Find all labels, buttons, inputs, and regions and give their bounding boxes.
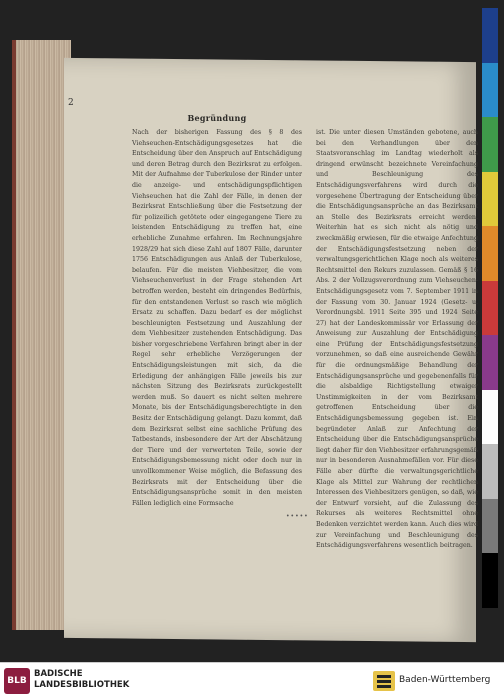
color-swatch: [482, 444, 498, 499]
blb-logo: BLB: [4, 668, 30, 694]
color-calibration-strip: [482, 8, 498, 608]
document-heading: Begründung: [187, 113, 247, 123]
institution-name: [34, 669, 129, 691]
book-edge: [12, 40, 71, 630]
color-swatch: [482, 553, 498, 608]
institution-line-2: LANDESBIBLIOTHEK: [34, 680, 130, 690]
right-column-text: ist. Die unter diesen Umständen gebotene, auch bei den Verhandlungen über den Staatsvoranschlag im Landtag wiederholt als dringend erwünscht bezeichnete Vereinfachung und Beschleunigung des Entschädigungsverfahrens wird durch die vorgesehene Übertragung der Entscheidung über die Entschädigungsansprüche an das Bezirksamt an Stelle des Bezirksrats erreicht werden. Weiterhin hat es sich nicht als nötig und zweckmäßig erwiesen, für die etwaige Anfechtung der Entschädigungsfestsetzung neben der verwaltungsgerichtlichen Klage noch als weiteres Rechtsmittel den Rekurs zuzulassen. Gemäß § 16 Abs. 2 der Vollzugsverordnung zum Viehseuchen-Entschädigungsgesetz vom 7. September 1911 in der Fassung vom 30. Januar 1924 (Gesetz- u. Verordnungsbl. 1911 Seite 395 und 1924 Seite 27) hat der Landeskommissär vor Erlassung der Anweisung zur Auszahlung der Entschädigung eine Prüfung der Entschädigungsfestsetzung vorzunehmen, so daß eine ausreichende Gewähr für die ordnungsmäßige Behandlung der Entschädigungsansprüche und gegebenenfalls für die alsbaldige Richtigstellung etwaiger Unstimmigkeiten in der vom Bezirksamt getroffenen Entscheidung über die Entschädigungsbemessung gegeben ist. Ein begründeter Anlaß zur Anfechtung der Entscheidung über die Entschädigungsansprüche liegt daher für den Viehbesitzer erfahrungsgemäß nur in besonderen Ausnahmefällen vor. Für diese Fälle aber dürfte die verwaltungsgerichtliche Klage als Mittel zur Wahrung der rechtlichen Interessen des Viehbesitzers genügen, so daß, wie der Entwurf vorsieht, auf die Zulassung des Rekurses als weiteres Rechtsmittel ohne Bedenken verzichtet werden kann. Auch dies wird zur Vereinfachung und Beschleunigung des Entschädigungsverfahrens wesentlich beitragen.: [316, 129, 478, 550]
institution-line-1: BADISCHE: [34, 669, 83, 679]
color-swatch: [482, 8, 498, 63]
color-swatch: [482, 499, 498, 554]
bw-crest-icon: [373, 671, 395, 691]
end-ornament: •••••: [286, 513, 309, 520]
page-number: 2: [68, 98, 74, 108]
color-swatch: [482, 117, 498, 172]
footer-bar: [0, 662, 504, 699]
color-swatch: [482, 63, 498, 118]
state-name: Baden-Württemberg: [399, 675, 491, 685]
color-swatch: [482, 390, 498, 445]
left-column-text: Nach der bisherigen Fassung des § 8 des Viehseuchen-Entschädigungsgesetzes hat die Entscheidung über den Anspruch auf Entschädigung und deren Betrag durch den Bezirksrat zu erfolgen. Mit der Aufnahme der Tuberkulose der Rinder unter die anzeige- und entschädigungspflichtigen Viehseuchen hat die Zahl der Fälle, in denen der Bezirksrat Entschließung über die Festsetzung der für polizeilich getötete oder eingegangene Tiere zu leistenden Entschädigung zu treffen hat, eine erhebliche Zunahme erfahren. Im Rechnungsjahre 1928/29 hat sich diese Zahl auf 1807 Fälle, darunter 1756 Entschädigungen aus Anlaß der Tuberkulose, belaufen. Für die meisten Viehbesitzer, die vom Viehseuchenverlust in der Frage stehenden Art betroffen werden, besteht ein dringendes Bedürfnis, für den entstandenen Verlust so rasch wie möglich Ersatz zu schaffen. Dazu bedarf es der möglichst beschleunigten Festsetzung und Auszahlung der dem Viehbesitzer zustehenden Entschädigung. Das bisher vorgeschriebene Verfahren bringt aber in der Regel sehr erhebliche Verzögerungen der Entschädigungsleistungen mit sich, da die Erledigung der anhängigen Fälle jeweils bis zur nächsten Sitzung des Bezirksrats zurückgestellt werden muß. So dauert es nicht selten mehrere Monate, bis der Entschädigungsberechtigte in den Besitz der Entschädigung gelangt. Dazu kommt, daß dem Bezirksrat selbst eine sachliche Prüfung des Tatbestands, insbesondere der Art der Abschätzung der Tiere und der verwerteten Teile, sowie der Entschädigungsbemessung nicht oder doch nur in unvollkommener Weise möglich, die Befassung des Bezirksrats mit der Entscheidung über die Entschädigungsansprüche somit in den meisten Fällen lediglich eine Formsache: [132, 129, 302, 507]
color-swatch: [482, 226, 498, 281]
color-swatch: [482, 335, 498, 390]
color-swatch: [482, 172, 498, 227]
color-swatch: [482, 281, 498, 336]
